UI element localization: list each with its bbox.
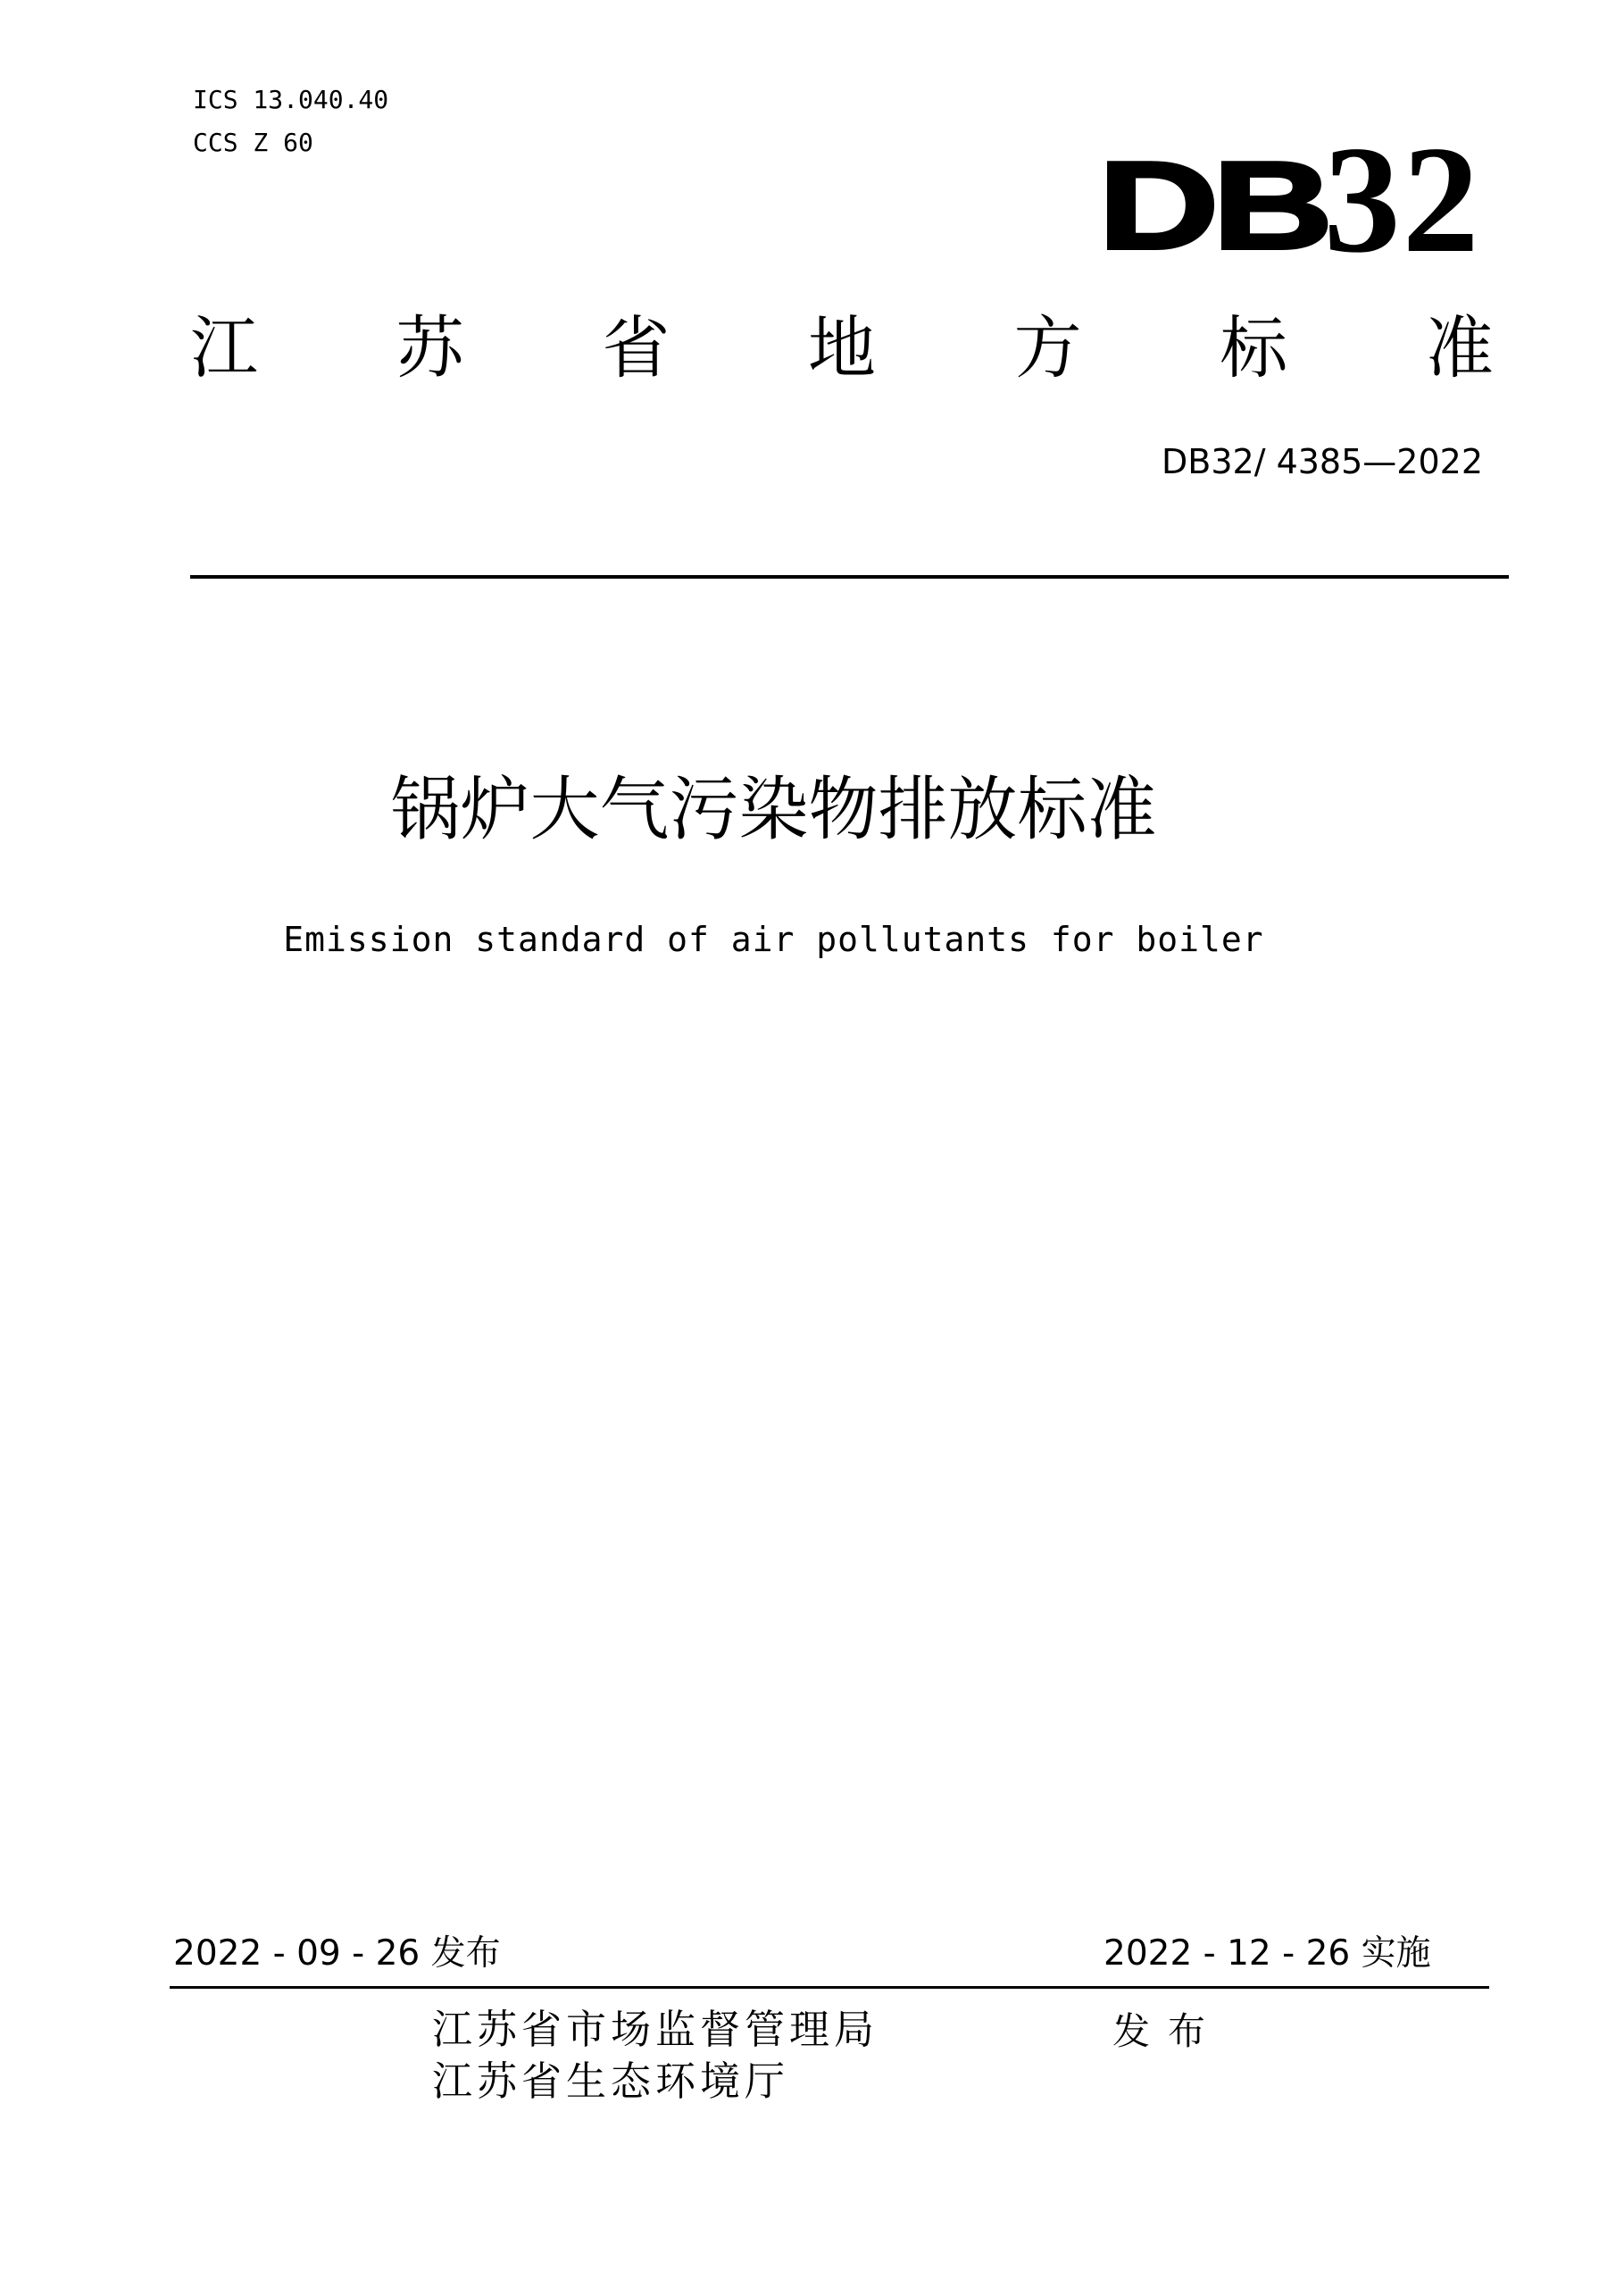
- standard-code: DB32/ 4385—2022: [1162, 442, 1483, 481]
- issue-date: 2022 - 09 - 26 发布: [173, 1933, 501, 1974]
- standard-type-char: 地: [807, 308, 876, 388]
- document-title-cn: 锅炉大气污染物排放标准: [390, 770, 1157, 850]
- document-title-en: Emission standard of air pollutants for boiler: [283, 920, 1264, 959]
- standard-type-char: 省: [602, 308, 670, 388]
- ccs-code: CCS Z 60: [193, 128, 313, 157]
- standard-type-char: 江: [190, 308, 258, 388]
- ics-code: ICS 13.040.40: [193, 85, 389, 114]
- db32-mark: [1098, 115, 1481, 285]
- top-divider: [190, 575, 1509, 579]
- standard-type-char: 准: [1425, 308, 1494, 388]
- bottom-divider: [170, 1986, 1489, 1989]
- publish-label: 发布: [1112, 2009, 1224, 2053]
- db-number: 32: [1323, 115, 1481, 285]
- issuer-ecology-environment: 江苏省生态环境厅: [432, 2057, 790, 2105]
- standard-type-char: 标: [1220, 308, 1288, 388]
- db-letters: DB: [1098, 135, 1327, 275]
- standard-type-char: 方: [1013, 308, 1082, 388]
- standard-type-char: 苏: [396, 308, 464, 388]
- standard-type-heading: [190, 308, 1494, 388]
- implementation-date: 2022 - 12 - 26 实施: [1103, 1933, 1431, 1974]
- issuer-market-regulation: 江苏省市场监督管理局: [432, 2006, 879, 2053]
